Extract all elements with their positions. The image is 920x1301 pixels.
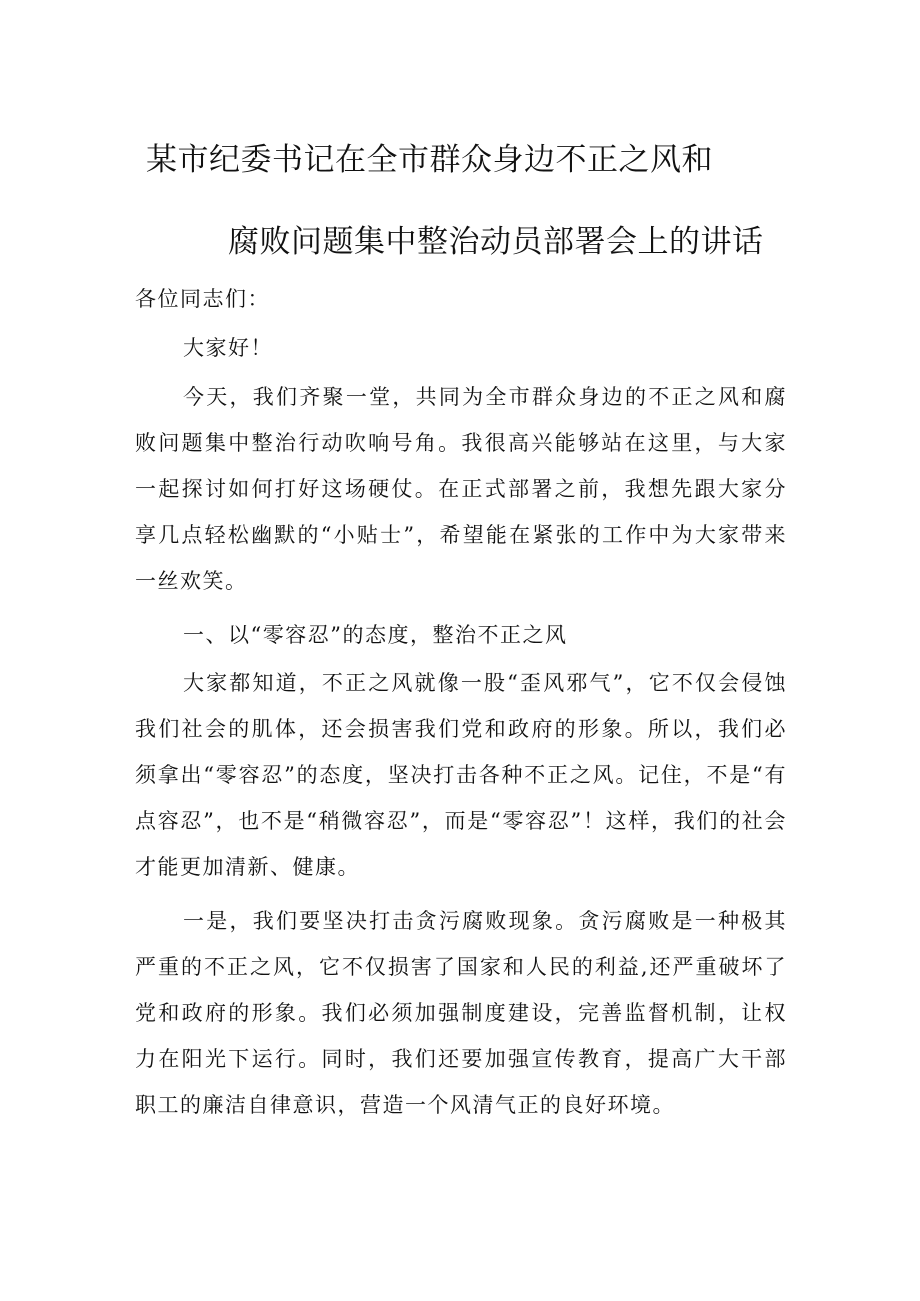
paragraph-anti-corruption: 一是，我们要坚决打击贪污腐败现象。贪污腐败是一种极其严重的不正之风，它不仅损害了国家和人民的利益,还严重破坏了党和政府的形象。我们必须加强制度建设，完善监督机制，让权力在阳光下运行。同时，我们还要加强宣传教育，提高广大干部职工的廉洁自律意识，营造一个风清气正的良好环境。	[135, 909, 787, 1117]
greeting: 大家好！	[183, 336, 273, 360]
section-heading-1: 一、以“零容忍”的态度，整治不正之风	[183, 623, 568, 647]
salutation: 各位同志们：	[135, 287, 270, 311]
paragraph-intro: 今天，我们齐聚一堂，共同为全市群众身边的不正之风和腐败问题集中整治行动吹响号角。我很高兴能够站在这里，与大家一起探讨如何打好这场硬仗。在正式部署之前，我想先跟大家分享几点轻松幽默的“小贴士”，希望能在紧张的工作中为大家带来一丝欢笑。	[135, 385, 787, 593]
paragraph-zero-tolerance: 大家都知道，不正之风就像一股“歪风邪气”，它不仅会侵蚀我们社会的肌体，还会损害我们党和政府的形象。所以，我们必须拿出“零容忍”的态度，坚决打击各种不正之风。记住，不是“有点容忍”，也不是“稍微容忍”，而是“零容忍”！这样，我们的社会才能更加清新、健康。	[135, 671, 787, 879]
title-line-1: 某市纪委书记在全市群众身边不正之风和	[146, 142, 713, 178]
title-line-2: 腐败问题集中整治动员部署会上的讲话	[228, 224, 764, 260]
